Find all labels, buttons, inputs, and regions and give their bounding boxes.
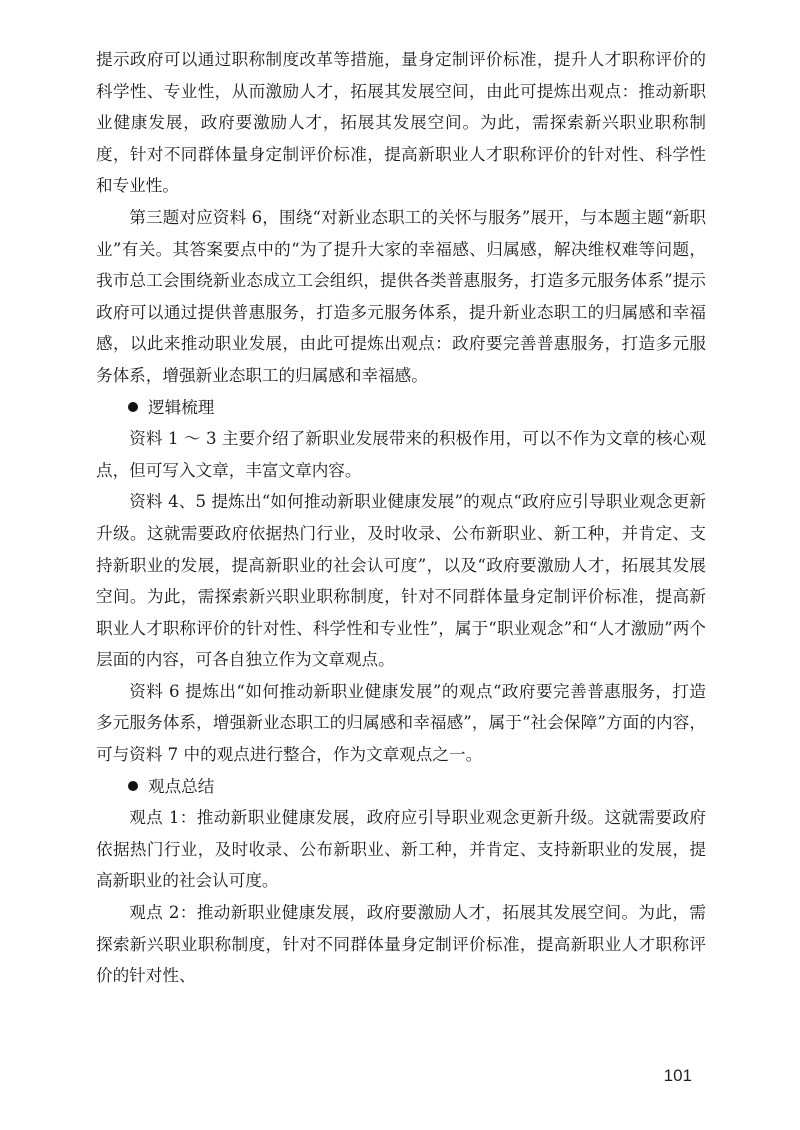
paragraph-5: 资料 6 提炼出“如何推动新职业健康发展”的观点“政府要完善普惠服务，打造多元服务体系，增强新业态职工的归属感和幸福感”，属于“社会保障”方面的内容，可与资料 7 中的观点进行整合，作为文章观点之一。	[96, 681, 706, 765]
paragraph-1: 提示政府可以通过职称制度改革等措施，量身定制评价标准，提升人才职称评价的科学性、专业性，从而激励人才，拓展其发展空间，由此可提炼出观点：推动新职业健康发展，政府要激励人才，拓展其发展空间。为此，需探索新兴职业职称制度，针对不同群体量身定制评价标准，提高新职业人才职称评价的针对性、科学性和专业性。	[96, 50, 706, 196]
paragraph-4: 资料 4、5 提炼出“如何推动新职业健康发展”的观点“政府应引导职业观念更新升级。这就需要政府依据热门行业，及时收录、公布新职业、新工种，并肯定、支持新职业的发展，提高新职业的社会认可度”，以及“政府要激励人才，拓展其发展空间。为此，需探索新兴职业职称制度，针对不同群体量身定制评价标准，提高新职业人才职称评价的针对性、科学性和专业性”，属于“职业观念”和“人才激励”两个层面的内容，可各自独立作为文章观点。	[96, 492, 706, 670]
section-heading-summary	[96, 771, 706, 803]
page-number: 101	[663, 1066, 692, 1085]
document-page	[96, 44, 706, 992]
paragraph-7: 观点 2：推动新职业健康发展，政府要激励人才，拓展其发展空间。为此，需探索新兴职业职称制度，针对不同群体量身定制评价标准，提高新职业人才职称评价的针对性、	[96, 903, 706, 986]
section-heading-text: 观点总结	[148, 776, 215, 796]
bullet-dot-icon	[128, 402, 138, 412]
paragraph-3: 资料 1 ～ 3 主要介绍了新职业发展带来的积极作用，可以不作为文章的核心观点，但可写入文章，丰富文章内容。	[96, 429, 706, 480]
section-heading-logic	[96, 392, 706, 424]
section-heading-text: 逻辑梳理	[148, 397, 215, 417]
paragraph-2: 第三题对应资料 6，围绕“对新业态职工的关怀与服务”展开，与本题主题“新职业”有关。其答案要点中的“为了提升大家的幸福感、归属感，解决维权难等问题，我市总工会围绕新业态成立工会组织，提供各类普惠服务，打造多元服务体系”提示政府可以通过提供普惠服务，打造多元服务体系，提升新业态职工的归属感和幸福感，以此来推动职业发展，由此可提炼出观点：政府要完善普惠服务，打造多元服务体系，增强新业态职工的归属感和幸福感。	[96, 207, 706, 385]
paragraph-6: 观点 1：推动新职业健康发展，政府应引导职业观念更新升级。这就需要政府依据热门行业，及时收录、公布新职业、新工种，并肯定、支持新职业的发展，提高新职业的社会认可度。	[96, 808, 706, 891]
bullet-dot-icon	[128, 781, 138, 791]
